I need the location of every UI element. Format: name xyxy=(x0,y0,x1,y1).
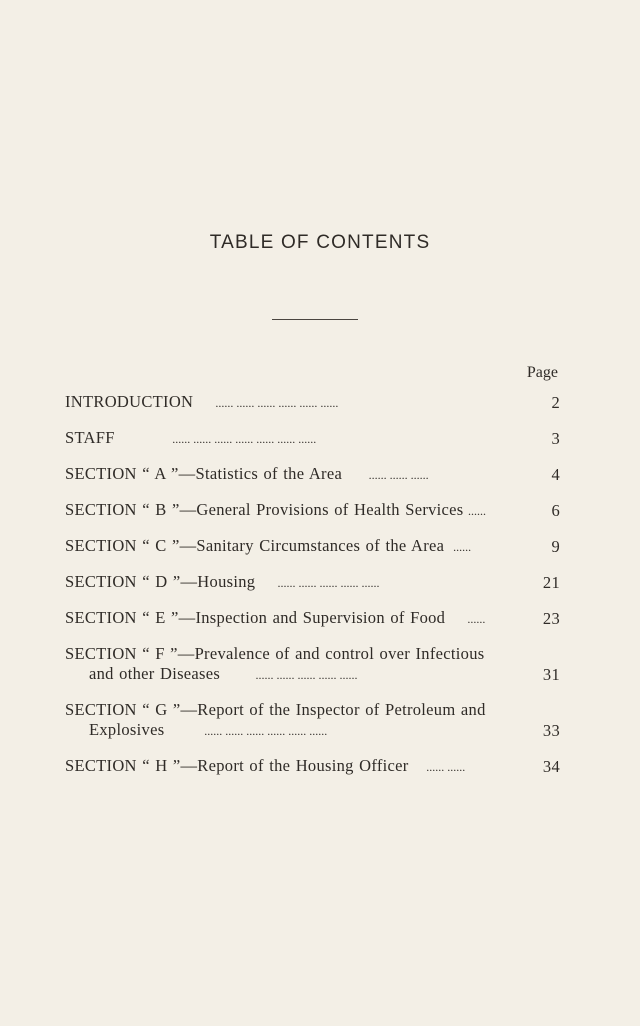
toc-entry-page: 6 xyxy=(551,501,560,520)
toc-entry-label: SECTION “ G ”—Report of the Inspector of Petroleum and xyxy=(65,700,486,719)
toc-entry-page: 33 xyxy=(542,721,560,740)
toc-entry-label-continued: and other Diseases xyxy=(89,664,221,683)
toc-entry-section-e[interactable] xyxy=(65,608,560,629)
toc-entry-page: 2 xyxy=(551,393,560,412)
toc-entry-label: SECTION “ A ”—Statistics of the Area xyxy=(65,464,343,483)
dot-leader: ...... xyxy=(453,540,472,554)
dot-leader: ...... ...... ...... ...... ...... ...... xyxy=(204,724,328,738)
toc-entry-staff[interactable] xyxy=(65,428,560,449)
toc-entry-label: SECTION “ C ”—Sanitary Circumstances of the Area xyxy=(65,536,445,555)
toc-entry-section-h[interactable] xyxy=(65,756,560,777)
dot-leader: ...... ...... ...... ...... ...... ...... ...... xyxy=(172,432,317,446)
dot-leader: ...... ...... ...... ...... ...... xyxy=(255,668,358,682)
title-divider xyxy=(272,319,358,320)
dot-leader: ...... xyxy=(467,504,486,518)
page-title: TABLE OF CONTENTS xyxy=(209,232,431,253)
toc-entry-page: 21 xyxy=(542,573,560,592)
toc-entry-section-b[interactable] xyxy=(65,500,560,521)
toc-entry-label: SECTION “ E ”—Inspection and Supervision of Food xyxy=(65,608,446,627)
toc-entry-label: STAFF xyxy=(65,428,115,447)
dot-leader: ...... ...... ...... xyxy=(368,468,429,482)
toc-entry-section-d[interactable] xyxy=(65,572,560,593)
toc-entry-introduction[interactable] xyxy=(65,392,560,413)
table-of-contents xyxy=(65,392,560,777)
toc-entry-label: SECTION “ F ”—Prevalence of and control over Infectious xyxy=(65,644,485,663)
dot-leader: ...... ...... ...... ...... ...... ...... xyxy=(215,396,339,410)
toc-entry-section-g[interactable] xyxy=(65,700,560,741)
toc-entry-page: 31 xyxy=(542,665,560,684)
toc-entry-label: INTRODUCTION xyxy=(65,392,194,411)
toc-entry-page: 34 xyxy=(542,757,560,776)
toc-entry-section-f[interactable] xyxy=(65,644,560,685)
dot-leader: ...... ...... xyxy=(426,760,466,774)
dot-leader: ...... ...... ...... ...... ...... xyxy=(277,576,380,590)
toc-entry-label: SECTION “ H ”—Report of the Housing Officer xyxy=(65,756,409,775)
toc-entry-label: SECTION “ B ”—General Provisions of Health Services xyxy=(65,500,464,519)
dot-leader: ...... xyxy=(467,612,486,626)
toc-entry-page: 23 xyxy=(542,609,560,628)
toc-entry-label: SECTION “ D ”—Housing xyxy=(65,572,256,591)
toc-entry-page: 4 xyxy=(551,465,560,484)
page-column-heading: Page xyxy=(526,364,558,381)
toc-entry-label-continued: Explosives xyxy=(89,720,165,739)
toc-entry-section-c[interactable] xyxy=(65,536,560,557)
toc-entry-section-a[interactable] xyxy=(65,464,560,485)
toc-entry-page: 3 xyxy=(551,429,560,448)
toc-entry-page: 9 xyxy=(551,537,560,556)
